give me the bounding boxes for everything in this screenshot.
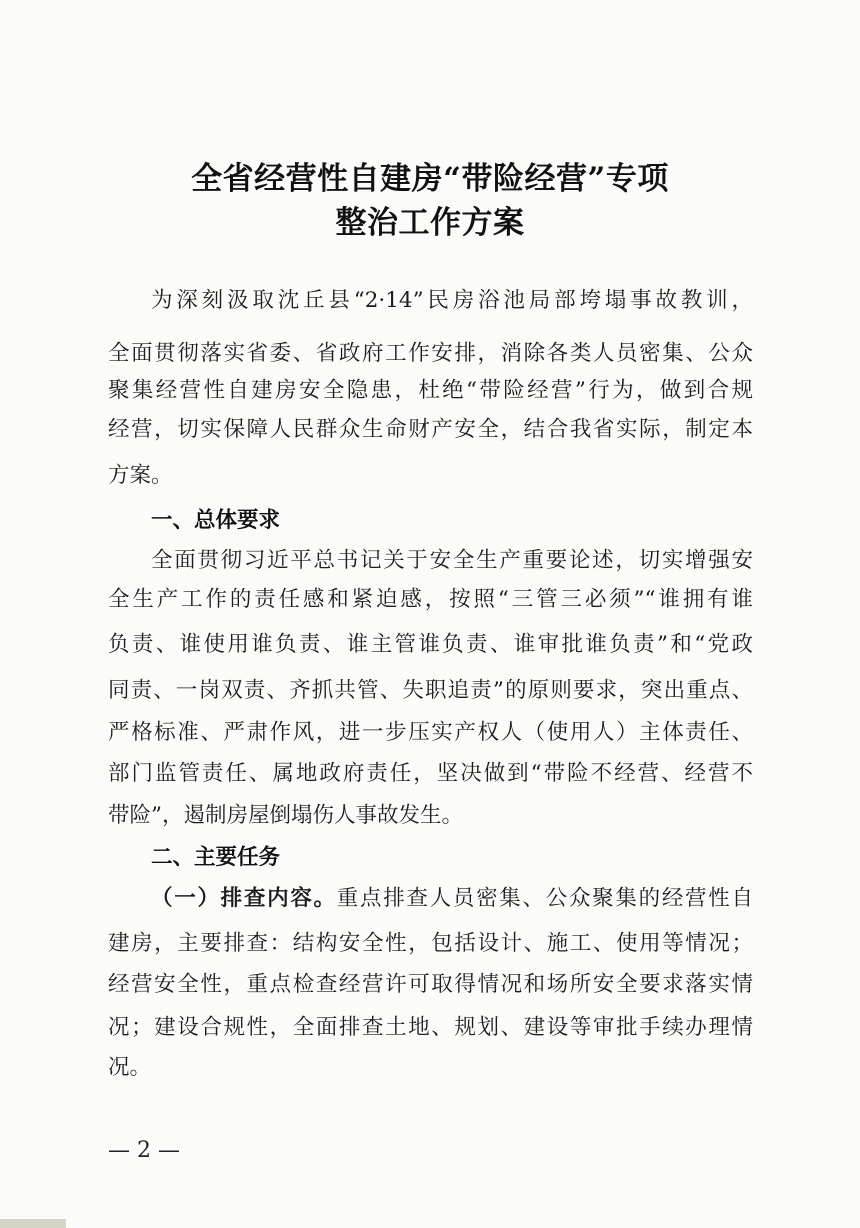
section1-line: 负责、谁使用谁负责、谁主管谁负责、谁审批谁负责”和“党政 (108, 632, 753, 657)
scan-edge-mark (0, 1219, 66, 1228)
section2-line: 建房，主要排查：结构安全性，包括设计、施工、使用等情况； (108, 931, 753, 956)
section1-line: 带险”，遏制房屋倒塌伤人事故发生。 (108, 803, 463, 828)
section1-line: 全面贯彻习近平总书记关于安全生产重要论述，切实增强安 (151, 548, 753, 573)
intro-line: 为深刻汲取沈丘县“2·14”民房浴池局部垮塌事故教训， (151, 288, 753, 313)
page-number: — 2 — (108, 1138, 180, 1163)
section2-line: 况；建设合规性，全面排查土地、规划、建设等审批手续办理情 (108, 1015, 753, 1040)
subsection-label: （一）排查内容。 (151, 886, 337, 911)
intro-line: 方案。 (108, 463, 173, 488)
section2-sub1-first-line (151, 884, 753, 914)
section1-line: 同责、一岗双责、齐抓共管、失职追责”的原则要求，突出重点、 (108, 678, 753, 703)
intro-line: 全面贯彻落实省委、省政府工作安排，消除各类人员密集、公众 (108, 341, 753, 366)
section1-line: 严格标准、严肃作风，进一步压实产权人（使用人）主体责任、 (108, 720, 753, 745)
document-title-line1: 全省经营性自建房“带险经营”专项 (191, 161, 669, 197)
intro-line: 聚集经营性自建房安全隐患，杜绝“带险经营”行为，做到合规 (108, 378, 753, 403)
section2-line: 况。 (108, 1055, 152, 1080)
section1-line: 部门监管责任、属地政府责任，坚决做到“带险不经营、经营不 (108, 761, 753, 786)
section1-line: 全生产工作的责任感和紧迫感，按照“三管三必须”“谁拥有谁 (108, 587, 753, 612)
subsection-text: 重点排查人员密集、公众聚集的经营性自 (336, 886, 753, 911)
intro-line: 经营，切实保障人民群众生命财产安全，结合我省实际，制定本 (108, 417, 753, 442)
section-heading: 一、总体要求 (151, 508, 281, 533)
document-title-line2: 整治工作方案 (335, 205, 525, 241)
section2-line: 经营安全性，重点检查经营许可取得情况和场所安全要求落实情 (108, 972, 753, 997)
section-heading: 二、主要任务 (151, 845, 281, 870)
